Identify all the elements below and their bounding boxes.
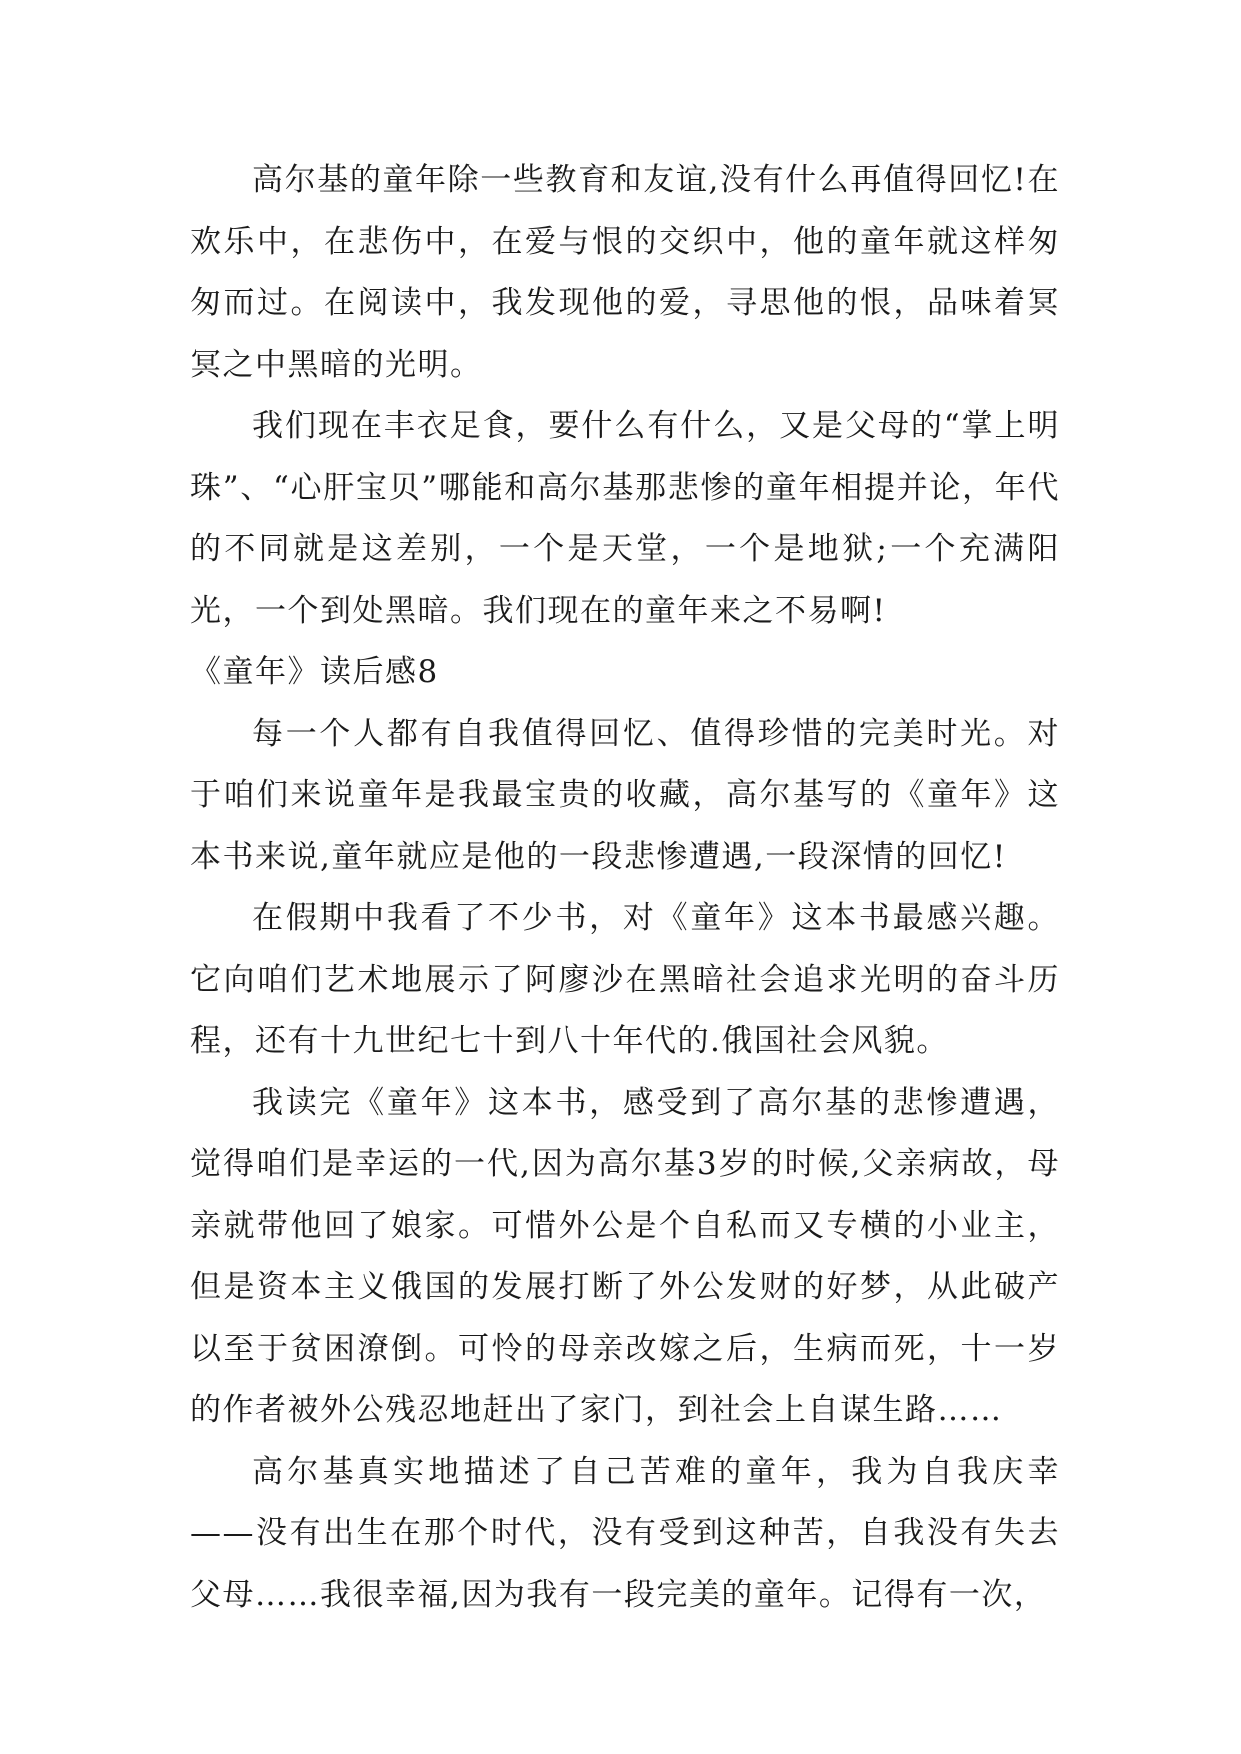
paragraph-6: 高尔基真实地描述了自己苦难的童年，我为自我庆幸——没有出生在那个时代，没有受到这种苦，自我没有失去父母……我很幸福,因为我有一段完美的童年。记得有一次，: [190, 1453, 1060, 1613]
paragraph-5: 我读完《童年》这本书，感受到了高尔基的悲惨遭遇，觉得咱们是幸运的一代,因为高尔基3岁的时候,父亲病故，母亲就带他回了娘家。可惜外公是个自私而又专横的小业主，但是资本主义俄国的发展打断了外公发财的好梦，从此破产以至于贫困潦倒。可怜的母亲改嫁之后，生病而死，十一岁的作者被外公残忍地赶出了家门，到社会上自谋生路……: [190, 1084, 1060, 1428]
paragraph-4: 在假期中我看了不少书，对《童年》这本书最感兴趣。它向咱们艺术地展示了阿廖沙在黑暗社会追求光明的奋斗历程，还有十九世纪七十到八十年代的.俄国社会风貌。: [190, 900, 1060, 1059]
document-body: [190, 150, 1060, 1626]
paragraph-2: 我们现在丰衣足食，要什么有什么，又是父母的“掌上明珠”、“心肝宝贝”哪能和高尔基那悲惨的童年相提并论，年代的不同就是这差别，一个是天堂，一个是地狱;一个充满阳光，一个到处黑暗。我们现在的童年来之不易啊!: [190, 408, 1060, 629]
paragraph-3: 每一个人都有自我值得回忆、值得珍惜的完美时光。对于咱们来说童年是我最宝贵的收藏，高尔基写的《童年》这本书来说,童年就应是他的一段悲惨遭遇,一段深情的回忆!: [190, 715, 1060, 875]
paragraph-1: 高尔基的童年除一些教育和友谊,没有什么再值得回忆!在欢乐中，在悲伤中，在爱与恨的交织中，他的童年就这样匆匆而过。在阅读中，我发现他的爱，寻思他的恨，品味着冥冥之中黑暗的光明。: [190, 162, 1060, 383]
section-heading: 《童年》读后感8: [190, 654, 439, 690]
